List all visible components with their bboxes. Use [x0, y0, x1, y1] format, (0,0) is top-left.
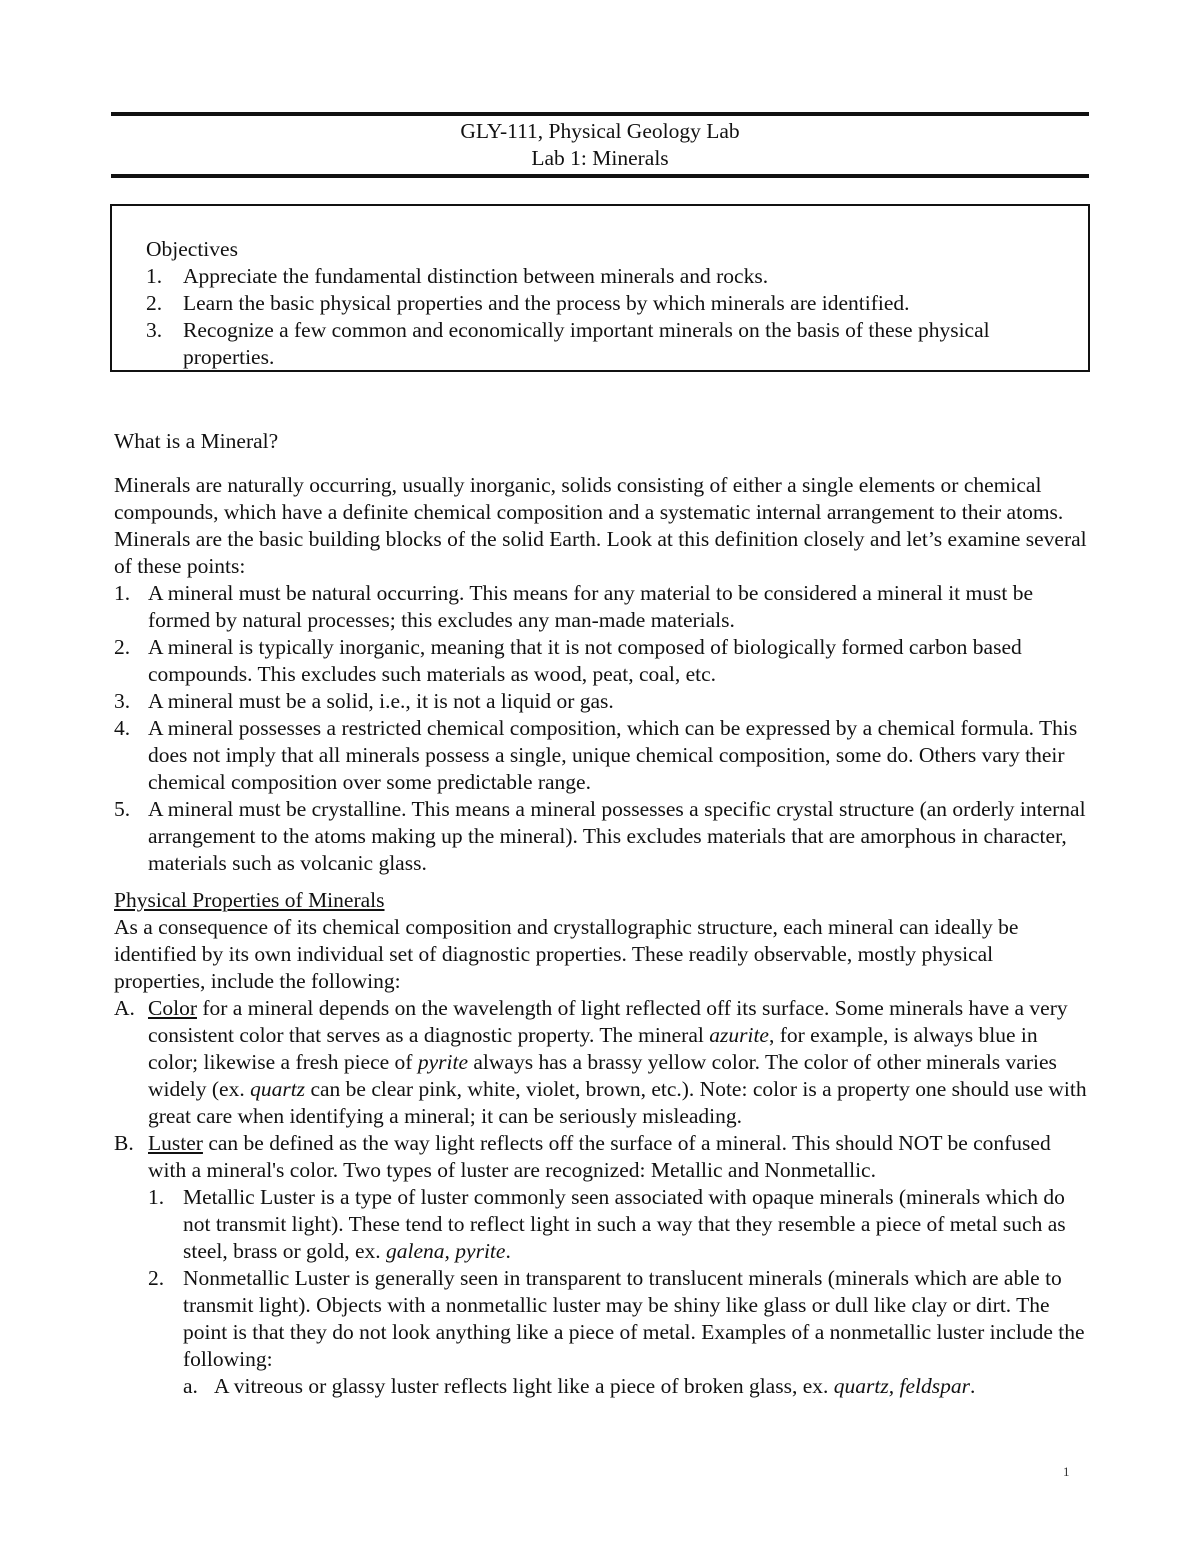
vitreous-end: .: [969, 1374, 976, 1398]
point-text: A mineral must be natural occurring. This means for any material to be considered a mineral it must be formed by natural processes; this excludes any man-made materials.: [148, 581, 1034, 632]
subtype-letter: a.: [183, 1374, 198, 1398]
luster-type-nonmetallic: [148, 1265, 1089, 1400]
color-text-3: always has a brassy yellow color. The color of other minerals varies widely (ex.: [148, 1050, 1057, 1101]
definition-point: [114, 634, 1089, 688]
definition-points-list: [114, 580, 1089, 877]
luster-type-number: 2.: [148, 1266, 165, 1290]
vitreous-text: A vitreous or glassy luster reflects light like a piece of broken glass, ex.: [214, 1374, 834, 1398]
objectives-list: [146, 263, 1076, 371]
point-number: 2.: [114, 635, 131, 659]
document-body: [114, 428, 1089, 1400]
mineral-definition-paragraph: Minerals are naturally occurring, usually inorganic, solids consisting of either a single elements or chemical compounds, which have a definite chemical composition and a systematic internal arrangement to their atoms. Minerals are the basic building blocks of the solid Earth. Look at this definition closely and let’s examine several of these points:: [114, 473, 1087, 578]
course-title: GLY-111, Physical Geology Lab: [460, 119, 740, 143]
point-text: A mineral must be crystalline. This means a mineral possesses a specific crystal structure (an orderly internal arrangement to the atoms making up the mineral). This excludes materials that are amorphous in character, materials such as volcanic glass.: [148, 797, 1086, 875]
properties-list: [114, 995, 1089, 1400]
property-term-luster: Luster: [148, 1131, 203, 1155]
property-letter: A.: [114, 996, 135, 1020]
header-rule-bottom: [111, 174, 1089, 178]
mineral-name-pyrite: pyrite: [417, 1050, 468, 1074]
nonmetallic-subtype-vitreous: [183, 1373, 1089, 1400]
objective-text: Recognize a few common and economically important minerals on the basis of these physical properties.: [183, 318, 990, 369]
point-number: 1.: [114, 581, 131, 605]
color-text-1: for a mineral depends on the wavelength of light reflected off its surface. Some minerals have a very consistent color that serves as a diagnostic property. The mineral: [148, 996, 1068, 1047]
definition-point: [114, 688, 1089, 715]
property-color: [114, 995, 1089, 1130]
property-luster: [114, 1130, 1089, 1400]
luster-types-list: [148, 1184, 1089, 1400]
definition-point: [114, 580, 1089, 634]
point-text: A mineral must be a solid, i.e., it is not a liquid or gas.: [148, 689, 614, 713]
objective-item: [146, 290, 1076, 317]
objective-text: Learn the basic physical properties and the process by which minerals are identified.: [183, 291, 910, 315]
definition-point: [114, 715, 1089, 796]
color-text-4: can be clear pink, white, violet, brown, etc.). Note: color is a property one should use with great care when identifying a mineral; it can be seriously misleading.: [148, 1077, 1087, 1128]
objectives-heading: Objectives: [146, 237, 238, 261]
objective-number: 2.: [146, 291, 163, 315]
objective-number: 1.: [146, 264, 163, 288]
point-number: 3.: [114, 689, 131, 713]
objective-number: 3.: [146, 318, 163, 342]
property-term-color: Color: [148, 996, 197, 1020]
objective-item: [146, 263, 1076, 290]
color-text-2: , for example, is always blue in color; likewise a fresh piece of: [148, 1023, 1038, 1074]
luster-type-number: 1.: [148, 1185, 165, 1209]
physical-properties-heading-text: Physical Properties of Minerals: [114, 888, 385, 912]
section-heading-what-is-a-mineral: What is a Mineral?: [114, 429, 279, 453]
mineral-name-azurite: azurite: [709, 1023, 769, 1047]
nonmetallic-luster-text: Nonmetallic Luster is generally seen in transparent to translucent minerals (minerals which are able to transmit light). Objects with a nonmetallic luster may be shiny like glass or dull like clay or dirt. The point is that they do not look anything like a piece of metal. Examples of a nonmetallic luster include the following:: [183, 1266, 1085, 1371]
metallic-end: .: [505, 1239, 511, 1263]
objective-item: [146, 317, 1076, 371]
vitreous-examples: quartz, feldspar: [833, 1374, 970, 1398]
objectives-box: [110, 204, 1090, 372]
objective-text: Appreciate the fundamental distinction between minerals and rocks.: [183, 264, 769, 288]
definition-point: [114, 796, 1089, 877]
metallic-luster-text: Metallic Luster is a type of luster commonly seen associated with opaque minerals (minerals which do not transmit light). These tend to reflect light in such a way that they resemble a piece of metal such as steel, brass or gold, ex.: [183, 1185, 1066, 1263]
page-number: 1: [1063, 1464, 1070, 1479]
lab-title: Lab 1: Minerals: [531, 146, 669, 170]
point-text: A mineral is typically inorganic, meaning that it is not composed of biologically formed carbon based compounds. This excludes such materials as wood, peat, coal, etc.: [148, 635, 1022, 686]
point-text: A mineral possesses a restricted chemical composition, which can be expressed by a chemical formula. This does not imply that all minerals possess a single, unique chemical composition, some do. Others vary their chemical composition over some predictable range.: [148, 716, 1078, 794]
mineral-name-quartz: quartz: [250, 1077, 306, 1101]
point-number: 5.: [114, 797, 131, 821]
property-letter: B.: [114, 1131, 134, 1155]
header-rule-top: [111, 112, 1089, 116]
section-heading-physical-properties: [114, 887, 1089, 914]
point-number: 4.: [114, 716, 131, 740]
luster-text: can be defined as the way light reflects off the surface of a mineral. This should NOT be confused with a mineral's color. Two types of luster are recognized: Metallic and Nonmetallic.: [148, 1131, 1051, 1182]
metallic-examples: galena, pyrite: [386, 1239, 506, 1263]
luster-type-metallic: [148, 1184, 1089, 1265]
physical-properties-intro: As a consequence of its chemical composition and crystallographic structure, each mineral can ideally be identified by its own individual set of diagnostic properties. These readily observable, mostly physical properties, include the following:: [114, 915, 1019, 993]
nonmetallic-subtypes-list: [183, 1373, 1089, 1400]
